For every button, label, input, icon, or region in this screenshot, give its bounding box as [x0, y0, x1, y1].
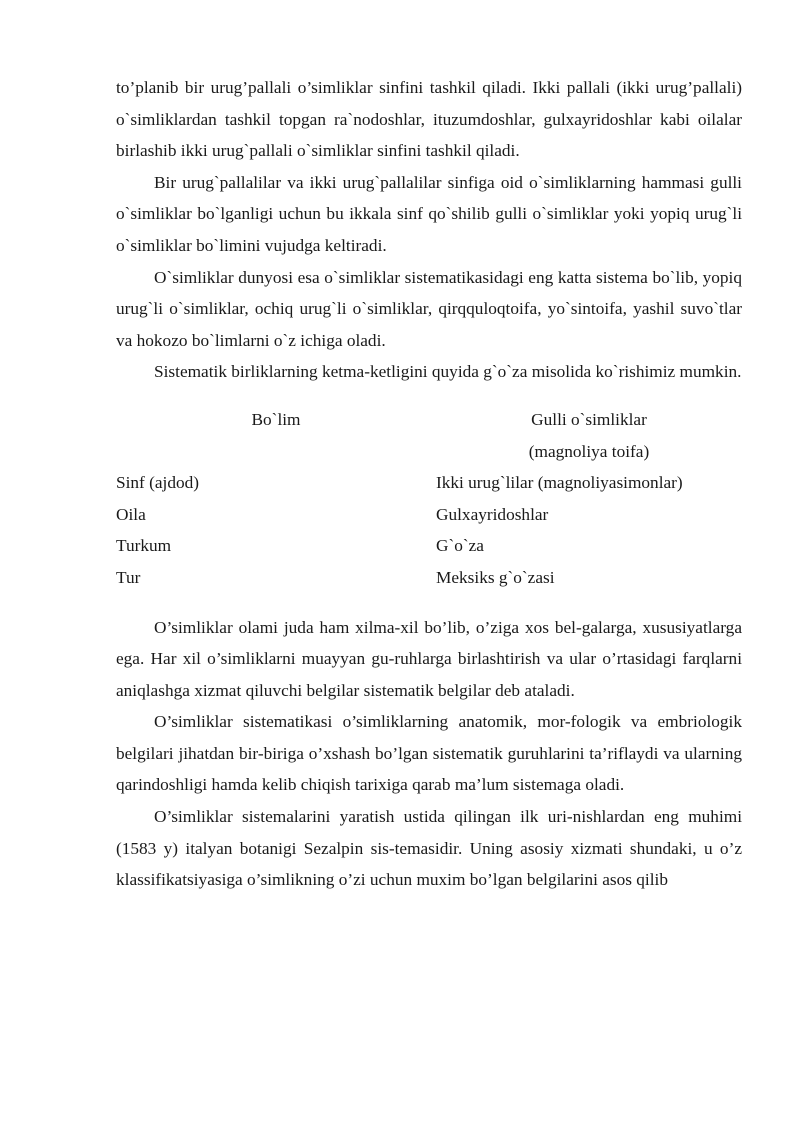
taxonomy-rank: Tur: [116, 567, 141, 587]
taxonomy-row: [116, 499, 742, 531]
taxonomy-rank: Oila: [116, 504, 146, 524]
paragraph-7: O’simliklar sistemalarini yaratish ustida qilingan ilk uri-nishlardan eng muhimi (1583 y) italyan botanigi Sezalpin sis-temasidir. Uning asosiy xizmati shundaki, u o’z klassifikatsiyasiga o’simlikning o’zi uchun muxim bo’lgan belgilarini asos qilib: [116, 807, 742, 890]
taxonomy-header-rank: Bo`lim: [251, 409, 301, 429]
paragraph-3: O`simliklar dunyosi esa o`simliklar sistematikasidagi eng katta sistema bo`lib, yopiq urug`li o`simliklar, ochiq urug`li o`simliklar, qirqquloqtoifa, yo`sintoifa, yashil suvo`tlar va hokozo bo`limlarni o`z ichiga oladi.: [116, 267, 742, 350]
taxonomy-header-row-2: [116, 436, 742, 468]
taxonomy-table: [116, 404, 742, 594]
taxonomy-row: [116, 562, 742, 594]
taxonomy-value: Ikki urug`lilar (magnoliyasimonlar): [436, 473, 683, 493]
paragraph-5: O’simliklar olami juda ham xilma-xil bo’lib, o’ziga xos bel-galarga, xususiyatlarga ega. Har xil o’simliklarni muayyan gu-ruhlarga birlashtirish va ular o’rtasidagi farqlarni aniqlashga xizmat qiluvchi belgilar sistematik belgilar deb ataladi.: [116, 617, 742, 700]
taxonomy-row: [116, 467, 742, 499]
taxonomy-rank: Sinf (ajdod): [116, 473, 200, 493]
taxonomy-header-value: Gulli o`simliklar: [531, 409, 647, 429]
taxonomy-rank: Turkum: [116, 536, 172, 556]
paragraph-1: to’planib bir urug’pallali o’simliklar sinfini tashkil qiladi. Ikki pallali (ikki urug’pallali) o`simliklardan tashkil topgan ra`nodoshlar, ituzumdoshlar, gulxayridoshlar kabi oilalar birlashib ikki urug`pallali o`simliklar sinfini tashkil qiladi.: [116, 78, 742, 161]
taxonomy-header-rank-empty: [116, 436, 436, 468]
taxonomy-header-row: [116, 404, 742, 436]
taxonomy-row: [116, 530, 742, 562]
paragraph-2: Bir urug`pallalilar va ikki urug`pallalilar sinfiga oid o`simliklarning hammasi gulli o`simliklar bo`lganligi uchun bu ikkala sinf qo`shilib gulli o`simliklar yoki yopiq urug`li o`simliklar bo`limini vujudga keltiradi.: [116, 172, 742, 255]
paragraph-4: Sistematik birliklarning ketma-ketligini quyida g`o`za misolida ko`rishimiz mumkin.: [154, 362, 742, 382]
taxonomy-value: Gulxayridoshlar: [436, 504, 549, 524]
taxonomy-header-value-sub: (magnoliya toifa): [528, 441, 650, 461]
taxonomy-value: G`o`za: [436, 536, 484, 556]
taxonomy-value: Meksiks g`o`zasi: [436, 567, 555, 587]
paragraph-6: O’simliklar sistematikasi o’simliklarning anatomik, mor-fologik va embriologik belgilari jihatdan bir-biriga o’xshash bo’lgan sistematik guruhlarini ta’riflaydi va ularning qarindoshligi hamda kelib chiqish tarixiga qarab ma’lum sistemaga oladi.: [116, 712, 742, 795]
